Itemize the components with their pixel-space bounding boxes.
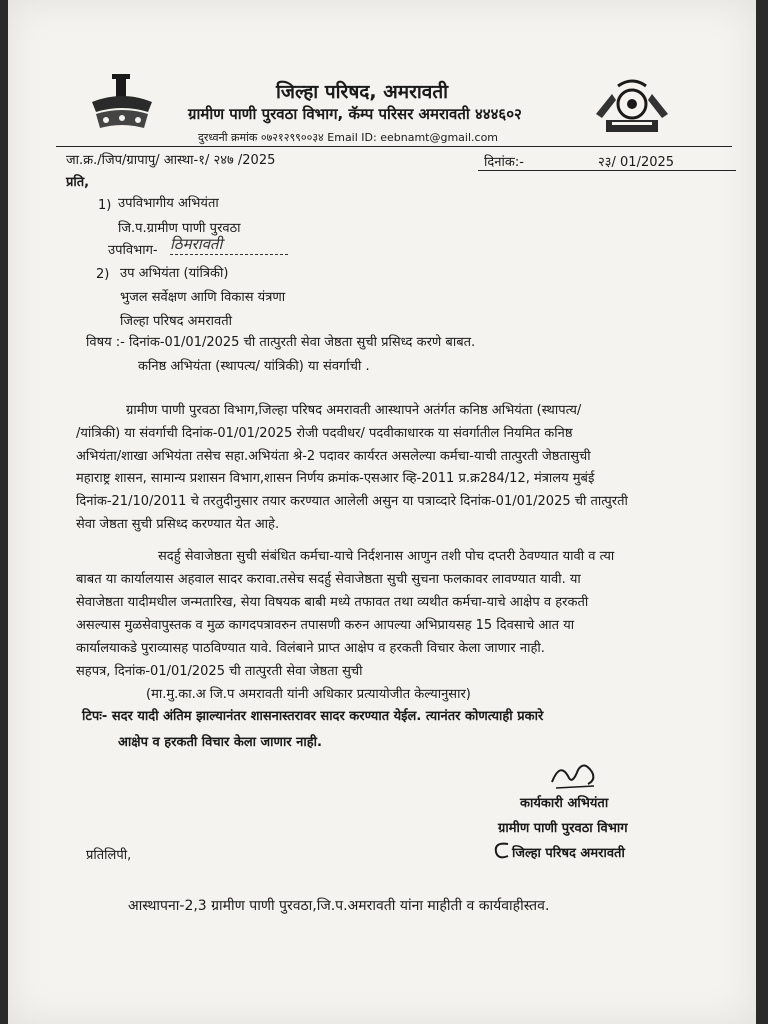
- copy-recipients: आस्थापना-2,3 ग्रामीण पाणी पुरवठा,जि.प.अमरावती यांना माहीती व कार्यवाहीस्तव.: [128, 898, 550, 914]
- paragraph-1-line: ग्रामीण पाणी पुरवठा विभाग,जिल्हा परिषद अमरावती आस्थापने अतंर्गत कनिष्ठ अभियंता (स्थापत्य/: [126, 403, 582, 418]
- note-line-1: टिपः- सदर यादी अंतिम झाल्यानंतर शासनास्तरावर सादर करण्यात येईल. त्यानंतर कोणत्याही प्रकारे: [82, 709, 544, 724]
- reference-number: जा.क्र./जिप/ग्रापापु/ आस्था-१/ २४७ /2025: [66, 153, 276, 168]
- header-divider: [56, 146, 732, 147]
- note-line-2: आक्षेप व हरकती विचार केला जाणार नाही.: [118, 735, 322, 750]
- paragraph-2-line: सहपत्र, दिनांक-01/01/2025 ची तात्पुरती सेवा जेष्ठता सुची: [76, 664, 363, 679]
- recipient-1-subdivision-handwritten: ठिमरावती: [170, 234, 288, 255]
- paragraph-1-line: महाराष्ट्र शासन, सामान्य प्रशासन विभाग,शासन निर्णय क्रमांक-एसआर व्हि-2011 प्र.क्र284/12, मंत्रालय मुबंई: [76, 471, 595, 486]
- paragraph-2-line: बाबत या कार्यालयास अहवाल सादर करावा.तसेच सदर्हु सेवाजेष्ठता सुची सुचना फलकावर लावण्यात यावी. या: [76, 572, 581, 587]
- contact-line: दुरध्वनी क्रमांक ०७२१२९९००३४ Email ID: eebnamt@gmail.com: [198, 131, 499, 144]
- subject-line-2: कनिष्ठ अभियंता (स्थापत्य/ यांत्रिकी) या संवर्गाची .: [138, 359, 370, 374]
- recipient-1-number: 1): [98, 198, 112, 213]
- subject-line-1: विषय :- दिनांक-01/01/2025 ची तात्पुरती सेवा जेष्ठता सुची प्रसिध्द करणे बाबत.: [86, 335, 476, 350]
- paragraph-2-line: असल्यास मुळसेवापुस्तक व मुळ कागदपत्रावरुन तपासणी करुन आपल्या अभिप्रायसह 15 दिवसाचे आत या: [76, 618, 575, 633]
- department-address: ग्रामीण पाणी पुरवठा विभाग, कॅम्प परिसर अमरावती ४४४६०२: [188, 105, 522, 123]
- zp-emblem-icon: [86, 72, 158, 134]
- authority-note: (मा.मु.का.अ जि.प अमरावती यांनी अधिकार प्रत्यायोजीत केल्यानुसार): [146, 687, 471, 702]
- paragraph-1-line: अभियंता/शाखा अभियंता तसेच सहा.अभियंता श्रे-2 पदावर कार्यरत असलेल्या कर्मचा-याची तात्पुरती जेष्ठतासुची: [76, 449, 591, 464]
- recipient-1-subdivision-label: उपविभाग-: [108, 243, 158, 258]
- paragraph-1-line: सेवा जेष्ठता सुची प्रसिध्द करण्यात येत आहे.: [76, 517, 280, 532]
- recipient-2-district: जिल्हा परिषद अमरावती: [120, 314, 233, 329]
- org-name: जिल्हा परिषद, अमरावती: [276, 81, 449, 103]
- paragraph-2-line: सदर्हु सेवाजेष्ठता सुची संबंधित कर्मचा-याचे निर्दशनास आणुन तशी पोच दप्तरी ठेवण्यात यावी व त्या: [158, 549, 615, 564]
- signature-mark: [548, 758, 600, 792]
- initial-mark: [490, 840, 512, 862]
- date-value: २३/ 01/2025: [598, 155, 675, 170]
- recipient-1-office: जि.प.ग्रामीण पाणी पुरवठा: [118, 221, 241, 236]
- date-underline: [478, 170, 736, 171]
- letter-page: [8, 0, 756, 1024]
- salutation: प्रति,: [66, 175, 90, 190]
- paragraph-2-line: सेवाजेष्ठता यादीमधील जन्मतारिख, सेया विषयक बाबी मध्ये तफावत तथा व्यथीत कर्मचा-याचे आक्षेप व हरकती: [76, 595, 589, 610]
- recipient-2-title: उप अभियंता (यांत्रिकी): [120, 266, 229, 281]
- signatory-department: ग्रामीण पाणी पुरवठा विभाग: [498, 821, 628, 836]
- date-label: दिनांक:-: [484, 155, 524, 170]
- state-emblem-icon: [590, 74, 674, 138]
- recipient-1-title: उपविभागीय अभियंता: [118, 196, 219, 211]
- copy-label: प्रतिलिपी,: [86, 848, 132, 863]
- signatory-title: कार्यकारी अभियंता: [520, 796, 609, 811]
- paragraph-1-line: /यांत्रिकी) या संवर्गाची दिनांक-01/01/2025 रोजी पदवीधर/ पदवीकाधारक या संवर्गातील नियमित कनिष्ठ: [76, 426, 573, 441]
- signatory-district: जिल्हा परिषद अमरावती: [512, 846, 625, 861]
- recipient-2-number: 2): [96, 267, 110, 282]
- recipient-2-office: भुजल सर्वेक्षण आणि विकास यंत्रणा: [120, 290, 286, 305]
- paragraph-2-line: कार्यालयाकडे पुराव्यासह पाठविण्यात यावे. विलंबाने प्राप्त आक्षेप व हरकती विचार केला जाणार नाही.: [76, 641, 545, 656]
- paragraph-1-line: दिनांक-21/10/2011 चे तरतुदीनुसार तयार करण्यात आलेली असुन या पत्राव्दारे दिनांक-01/01/2025 ची तात्पुरती: [76, 494, 628, 509]
